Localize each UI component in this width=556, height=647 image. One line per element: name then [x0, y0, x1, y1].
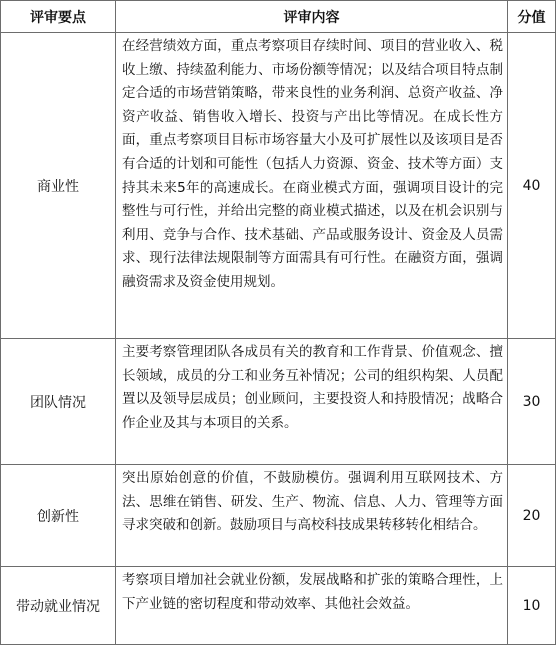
criteria-cell: 创新性	[1, 465, 116, 567]
content-cell: 在经营绩效方面，重点考察项目存续时间、项目的营业收入、税收上缴、持续盈利能力、市场份额等情况；以及结合项目特点制定合适的市场营销策略，带来良性的业务利润、总资产收益、净资产收益、销售收入增长、投资与产出比等情况。在成长性方面，重点考察项目目标市场容量大小及可扩展性以及该项目是否有合适的计划和可能性（包括人力资源、资金、技术等方面）支持其未来5年的高速成长。在商业模式方面，强调项目设计的完整性与可行性，并给出完整的商业模式描述，以及在机会识别与利用、竞争与合作、技术基础、产品或服务设计、资金及人员需求、现行法律法规限制等方面需具有可行性。在融资方面，强调融资需求及资金使用规划。	[116, 33, 508, 339]
criteria-cell: 团队情况	[1, 339, 116, 465]
content-cell: 考察项目增加社会就业份额，发展战略和扩张的策略合理性，上下产业链的密切程度和带动效率、其他社会效益。	[116, 567, 508, 645]
header-criteria: 评审要点	[1, 1, 116, 33]
header-content: 评审内容	[116, 1, 508, 33]
table-row	[1, 567, 556, 645]
score-cell: 10	[508, 567, 556, 645]
criteria-cell: 带动就业情况	[1, 567, 116, 645]
score-cell: 40	[508, 33, 556, 339]
header-score: 分值	[508, 1, 556, 33]
score-cell: 30	[508, 339, 556, 465]
score-cell: 20	[508, 465, 556, 567]
criteria-cell: 商业性	[1, 33, 116, 339]
content-cell: 突出原始创意的价值，不鼓励模仿。强调利用互联网技术、方法、思维在销售、研发、生产、物流、信息、人力、管理等方面寻求突破和创新。鼓励项目与高校科技成果转移转化相结合。	[116, 465, 508, 567]
table-row	[1, 33, 556, 339]
table-row	[1, 339, 556, 465]
content-cell: 主要考察管理团队各成员有关的教育和工作背景、价值观念、擅长领域，成员的分工和业务互补情况；公司的组织构架、人员配置以及领导层成员；创业顾问，主要投资人和持股情况；战略合作企业及其与本项目的关系。	[116, 339, 508, 465]
header-row	[1, 1, 556, 33]
table-row	[1, 465, 556, 567]
